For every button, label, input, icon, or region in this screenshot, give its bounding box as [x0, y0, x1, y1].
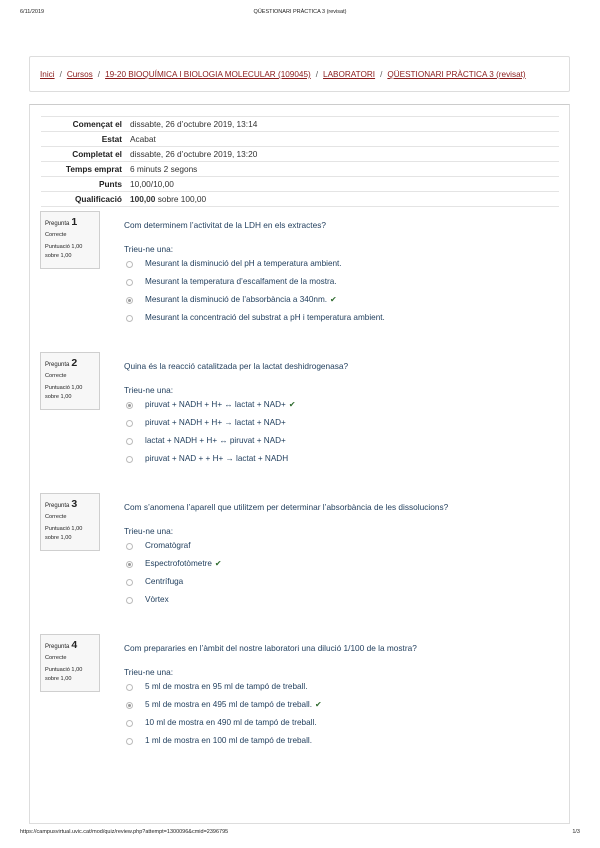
- answer-prompt-2: Trieu-ne una:: [124, 385, 174, 395]
- answer-text: 5 ml de mostra en 95 ml de tampó de treball.: [145, 682, 308, 691]
- answer-text: piruvat + NADH + H+ → lactat + NAD+: [145, 418, 286, 427]
- question-grade: Puntuació 1,00: [45, 244, 83, 250]
- question-grade: Puntuació 1,00: [45, 667, 83, 673]
- answer-option[interactable]: [124, 577, 544, 591]
- answer-text: Mesurant la temperatura d’escalfament de la mostra.: [145, 277, 337, 286]
- breadcrumb-separator: /: [315, 70, 319, 79]
- answer-option[interactable]: [124, 682, 544, 696]
- answer-option[interactable]: [124, 700, 544, 714]
- question-number: 1: [71, 216, 78, 228]
- question-grade-max: sobre 1,00: [45, 535, 72, 541]
- grade-value: [130, 192, 559, 207]
- print-header: [20, 9, 580, 19]
- answer-option[interactable]: [124, 454, 544, 468]
- answer-prompt-3: Trieu-ne una:: [124, 526, 174, 536]
- radio-icon[interactable]: [126, 438, 133, 445]
- print-url: https://campusvirtual.uvic.cat/mod/quiz/review.php?attempt=1300096&cmid=2396795: [20, 829, 229, 835]
- answer-option[interactable]: [124, 436, 544, 450]
- answer-option[interactable]: [124, 418, 544, 432]
- print-footer: [20, 829, 580, 839]
- question-state: Correcte: [45, 373, 67, 379]
- radio-selected-icon[interactable]: [126, 702, 133, 709]
- radio-icon[interactable]: [126, 684, 133, 691]
- attempt-summary-table: [41, 116, 559, 207]
- answer-option[interactable]: [124, 541, 544, 555]
- radio-icon[interactable]: [126, 261, 133, 268]
- answer-option[interactable]: [124, 595, 544, 609]
- question-state: Correcte: [45, 514, 67, 520]
- summary-label: Començat el: [41, 117, 130, 132]
- correct-check-icon: ✔: [214, 559, 222, 568]
- question-text-4: Com prepararies en l’àmbit del nostre laboratori una dilució 1/100 de la mostra?: [124, 643, 417, 653]
- answer-prompt-1: Trieu-ne una:: [124, 244, 174, 254]
- correct-check-icon: ✔: [288, 400, 296, 409]
- print-page-count: 1/3: [572, 829, 580, 835]
- breadcrumb-separator: /: [380, 70, 383, 79]
- answer-option[interactable]: [124, 400, 544, 414]
- breadcrumb-course-link[interactable]: 19-20 BIOQUÍMICA I BIOLOGIA MOLECULAR (109045): [105, 70, 311, 79]
- answer-text: Mesurant la concentració del substrat a pH i temperatura ambient.: [145, 313, 385, 322]
- question-state: Correcte: [45, 232, 67, 238]
- radio-icon[interactable]: [126, 420, 133, 427]
- breadcrumb-bar: [29, 56, 570, 92]
- question-grade-max: sobre 1,00: [45, 394, 72, 400]
- radio-selected-icon[interactable]: [126, 402, 133, 409]
- question-grade-max: sobre 1,00: [45, 253, 72, 259]
- summary-row: [41, 177, 559, 192]
- print-title: QÜESTIONARI PRÀCTICA 3 (revisat): [253, 9, 347, 15]
- summary-row: [41, 162, 559, 177]
- grade-score: 100,00: [130, 194, 156, 204]
- answer-option[interactable]: [124, 559, 544, 573]
- answer-option[interactable]: [124, 277, 544, 291]
- radio-icon[interactable]: [126, 456, 133, 463]
- question-number: 4: [71, 639, 78, 651]
- radio-selected-icon[interactable]: [126, 561, 133, 568]
- summary-label: Estat: [41, 132, 130, 147]
- breadcrumb-separator: /: [97, 70, 101, 79]
- answer-text: 1 ml de mostra en 100 ml de tampó de treball.: [145, 736, 313, 745]
- answer-option[interactable]: [124, 736, 544, 750]
- breadcrumb-quiz-link[interactable]: QÜESTIONARI PRÀCTICA 3 (revisat): [387, 70, 526, 79]
- answer-text: 5 ml de mostra en 495 ml de tampó de treball.: [145, 700, 313, 709]
- question-info-4: [40, 634, 100, 692]
- answer-option[interactable]: [124, 313, 544, 327]
- question-label: Pregunta: [45, 221, 70, 227]
- answer-text: piruvat + NADH + H+ ↔ lactat + NAD+: [145, 400, 286, 409]
- answer-text: Espectrofotòmetre: [145, 559, 212, 568]
- summary-value: 10,00/10,00: [130, 177, 559, 192]
- radio-icon[interactable]: [126, 738, 133, 745]
- summary-label: Temps emprat: [41, 162, 130, 177]
- print-date: 6/11/2019: [20, 9, 45, 15]
- breadcrumb: [40, 70, 526, 79]
- question-label: Pregunta: [45, 362, 70, 368]
- breadcrumb-home-link[interactable]: Inici: [40, 70, 55, 79]
- answer-text: lactat + NADH + H+ ↔ piruvat + NAD+: [145, 436, 286, 445]
- question-grade: Puntuació 1,00: [45, 385, 83, 391]
- question-number: 2: [71, 357, 78, 369]
- radio-icon[interactable]: [126, 720, 133, 727]
- answer-text: Cromatògraf: [145, 541, 191, 550]
- breadcrumb-section-link[interactable]: LABORATORI: [323, 70, 376, 79]
- answer-option[interactable]: [124, 718, 544, 732]
- correct-check-icon: ✔: [330, 295, 337, 304]
- answer-prompt-4: Trieu-ne una:: [124, 667, 174, 677]
- breadcrumb-separator: /: [59, 70, 62, 79]
- summary-value: 6 minuts 2 segons: [130, 162, 559, 177]
- summary-row: [41, 132, 559, 147]
- question-grade-max: sobre 1,00: [45, 676, 72, 682]
- answer-text: Mesurant la disminució de l’absorbància a 340nm.: [145, 295, 328, 304]
- question-label: Pregunta: [45, 644, 70, 650]
- question-text-1: Com determinem l’activitat de la LDH en els extractes?: [124, 220, 326, 230]
- question-text-2: Quina és la reacció catalitzada per la lactat deshidrogenasa?: [124, 361, 349, 371]
- question-number: 3: [71, 498, 78, 510]
- answer-text: Vòrtex: [145, 595, 169, 604]
- radio-icon[interactable]: [126, 543, 133, 550]
- radio-icon[interactable]: [126, 579, 133, 586]
- question-text-3: Com s’anomena l’aparell que utilitzem per determinar l’absorbància de les dissolucions?: [124, 502, 449, 512]
- grade-max: sobre 100,00: [155, 194, 207, 204]
- grade-label: Qualificació: [41, 192, 130, 207]
- correct-check-icon: ✔: [315, 700, 322, 709]
- summary-value: dissabte, 26 d’octubre 2019, 13:14: [130, 117, 559, 132]
- question-info-3: [40, 493, 100, 551]
- question-grade: Puntuació 1,00: [45, 526, 83, 532]
- answer-option[interactable]: [124, 259, 544, 273]
- summary-value: Acabat: [130, 132, 559, 147]
- radio-selected-icon[interactable]: [126, 297, 133, 304]
- answer-option[interactable]: [124, 295, 544, 309]
- summary-row: [41, 147, 559, 162]
- summary-row: [41, 192, 559, 207]
- summary-label: Punts: [41, 177, 130, 192]
- question-label: Pregunta: [45, 503, 70, 509]
- question-state: Correcte: [45, 655, 67, 661]
- answer-text: Mesurant la disminució del pH a temperatura ambient.: [145, 259, 342, 268]
- summary-value: dissabte, 26 d’octubre 2019, 13:20: [130, 147, 559, 162]
- radio-icon[interactable]: [126, 279, 133, 286]
- answer-text: Centrífuga: [145, 577, 184, 586]
- breadcrumb-courses-link[interactable]: Cursos: [66, 70, 93, 79]
- radio-icon[interactable]: [126, 597, 133, 604]
- question-info-2: [40, 352, 100, 410]
- answer-text: 10 ml de mostra en 490 ml de tampó de treball.: [145, 718, 317, 727]
- question-info-1: [40, 211, 100, 269]
- summary-row: [41, 117, 559, 132]
- summary-label: Completat el: [41, 147, 130, 162]
- answer-text: piruvat + NAD + + H+ → lactat + NADH: [145, 454, 289, 463]
- radio-icon[interactable]: [126, 315, 133, 322]
